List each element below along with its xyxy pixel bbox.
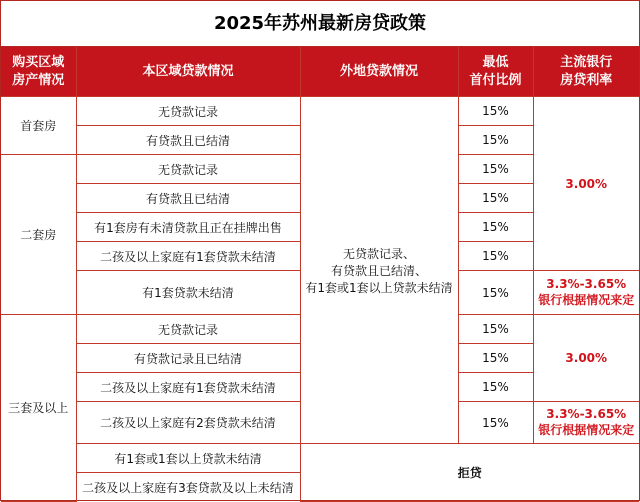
header-outside-loan: 外地贷款情况 [300, 47, 458, 97]
down-cell: 15% [458, 155, 533, 184]
header-rate [533, 47, 639, 97]
down-cell: 15% [458, 271, 533, 315]
header-row [1, 47, 639, 97]
group-third-home: 三套及以上 [1, 315, 76, 502]
header-down-line2: 首付比例 [469, 72, 522, 88]
down-cell: 15% [458, 126, 533, 155]
local-cell: 有贷款记录且已结清 [76, 344, 300, 373]
local-cell: 有贷款且已结清 [76, 184, 300, 213]
local-cell: 无贷款记录 [76, 155, 300, 184]
down-cell: 15% [458, 184, 533, 213]
outside-loan-cell [300, 97, 458, 444]
header-region [1, 47, 76, 97]
outside-line3: 有1套或1套以上贷款未结清 [305, 280, 453, 295]
header-local-loan: 本区域贷款情况 [76, 47, 300, 97]
group-first-home: 首套房 [1, 97, 76, 155]
down-cell: 15% [458, 97, 533, 126]
header-down-payment [458, 47, 533, 97]
local-cell: 有1套房有未清贷款且正在挂牌出售 [76, 213, 300, 242]
rate-range-a-note: 银行根据情况来定 [538, 293, 635, 307]
local-cell: 无贷款记录 [76, 97, 300, 126]
rate-3-00-a: 3.00% [533, 97, 639, 271]
outside-line2: 有贷款且已结清、 [330, 263, 427, 278]
policy-table [1, 47, 639, 502]
rate-range-a [533, 271, 639, 315]
local-cell: 二孩及以上家庭有1套贷款未结清 [76, 242, 300, 271]
down-cell: 15% [458, 242, 533, 271]
rate-range-b-note: 银行根据情况来定 [538, 423, 635, 437]
header-rate-line1: 主流银行 [560, 54, 613, 70]
rate-range-b-value: 3.3%-3.65% [546, 407, 627, 421]
refuse-loan-cell: 拒贷 [300, 444, 639, 502]
page-title: 2025年苏州最新房贷政策 [1, 1, 639, 47]
down-cell: 15% [458, 373, 533, 402]
header-down-line1: 最低 [482, 54, 509, 70]
rate-range-a-value: 3.3%-3.65% [546, 277, 627, 291]
table-row [1, 444, 639, 473]
local-cell: 有1套贷款未结清 [76, 271, 300, 315]
down-cell: 15% [458, 402, 533, 444]
down-cell: 15% [458, 344, 533, 373]
local-cell: 二孩及以上家庭有1套贷款未结清 [76, 373, 300, 402]
down-cell: 15% [458, 315, 533, 344]
rate-3-00-b: 3.00% [533, 315, 639, 402]
local-cell: 有1套或1套以上贷款未结清 [76, 444, 300, 473]
group-second-home: 二套房 [1, 155, 76, 315]
header-region-line2: 房产情况 [12, 72, 65, 88]
local-cell: 有贷款且已结清 [76, 126, 300, 155]
table-row [1, 97, 639, 126]
local-cell: 二孩及以上家庭有3套贷款及以上未结清 [76, 473, 300, 502]
local-cell: 二孩及以上家庭有2套贷款未结清 [76, 402, 300, 444]
rate-range-b [533, 402, 639, 444]
header-region-line1: 购买区域 [12, 54, 65, 70]
outside-line1: 无贷款记录、 [342, 246, 415, 261]
down-cell: 15% [458, 213, 533, 242]
header-rate-line2: 房贷利率 [560, 72, 613, 88]
local-cell: 无贷款记录 [76, 315, 300, 344]
